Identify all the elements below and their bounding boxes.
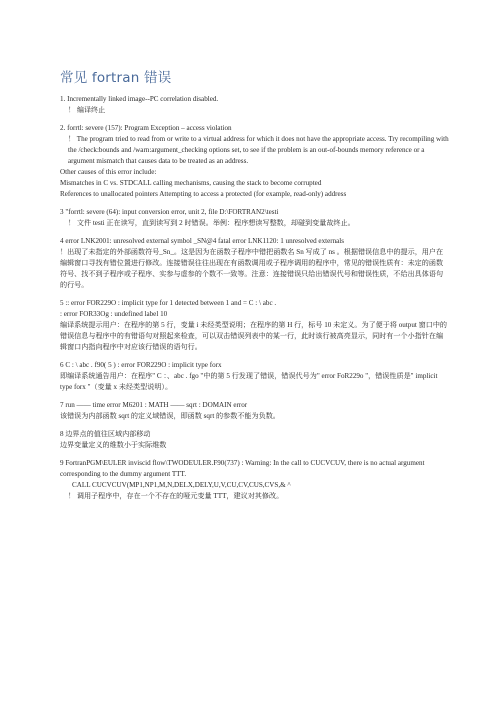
section-5-line-1: 5 :: error FOR229O : implicit type for 1 detected between 1 and = C : \ abc . [60,299,277,307]
section-8-line-2: 边界变量定义的维数小于实际维数 [60,441,167,449]
section-5-line-2: : error FOR33Og : undefined label 10 [60,310,168,318]
section-2-cause-1: Mismatches in C vs. STDCALL calling mechanisms, causing the stack to become corrupted [60,179,322,187]
section-3-heading: 3 "forrtl: severe (64): input conversion error, unit 2, file D:\FORTRAN2\testi [60,208,279,216]
document-body [60,94,450,502]
section-2-causes-title: Other causes of this error include: [60,168,157,176]
section-6-body: 即编译系统通告用户：在程序" C ：、abc . fgo "中的第 5 行发现了错误，错误代号为" error FoR229o "，错误性质是" implicit type forx "（变量 x 未经类型说明）。 [60,372,438,391]
section-1-heading: 1. Incrementally linked image--PC correlation disabled. [60,95,219,103]
section-9-note: ！ 调用子程序中，存在一个不存在的哑元变量 TTT，建议对其修改。 [68,492,284,500]
section-4-heading: 4 error LNK2001: unresolved external symbol _SN@4 fatal error LNK1120: 1 unresolved externals [60,237,345,245]
section-5-body: 编译系统提示用户：在程序的第 5 行，变量 i 未经类型说明；在程序的第 H 行，标号 10 未定义。为了便于将 output 窗口中的错误信息与程序中的有错语句对照起来检查，可以双击错误列表中的某一行，此时该行被高亮显示，同时有一个小指针在编辑窗口内指向程序中对应该行错误的语句行。 [60,321,448,351]
section-2-body: ！ The program tried to read from or write to a virtual address for which it does not have the appropriate access. Try recompiling with the /check:bounds and /warn:argument_checking options set, to see if the problem is an out-of-bounds memory reference or a argument mismatch that causes data to be treated as an address. [68,135,449,165]
section-1-note: ！ 编译终止 [68,106,106,114]
section-4-body: ！出现了未指定的外部函数符号_Sn_。这是因为在函数子程序中错把函数名 Sn 写成了 ns 。根据错误信息中的提示，用户在编辑窗口寻找有错位置进行修改。连接错误往往出现在有函数调用或子程序调用的程序中，常见的错误性质有：未定的函数符号、找不到子程序或子程序、实参与虚参的个数不一致等。注意：连接错误只给出错误代号和错误性质，不给出具体语句的行号。 [60,248,444,289]
section-7-body: 该错误为内部函数 sqrt 的定义域错误，即函数 sqrt 的参数不能为负数。 [60,412,280,420]
section-3-note: ！ 文件 testi 正在读写，直到读写到 2 时错误。举例：程序想读写整数，却碰到变量故终止。 [68,219,355,227]
section-9-code: CALL CUCVCUV(MP1,NP1,M,N,DELX,DELY,U,V,CU,CV,CUS,CVS,& ^ [72,481,291,489]
section-9-line-1: 9 FortranPGM\EULER inviscid flow\TWODEULER.F90(737) : Warning: In the call to CUCVCUV, there is no actual argument corresponding to the dummy argument TTT. [60,459,425,478]
section-2-heading: 2. forrtl: severe (157): Program Exception – access violation [60,124,232,132]
section-2-cause-2: References to unallocated pointers Attempting to access a protected (for example, read-only) address [60,190,347,198]
section-7-line-1: 7 run —— time error M6201 : MATH —— sqrt : DOMAIN error [60,401,248,409]
section-8-line-1: 8 边界点的值往区域内部移动 [60,430,151,438]
section-6-line-1: 6 C : \ abc . f90( 5 ) : error FOR229O : implicit type forx [60,361,222,369]
page-title: 常见 fortran 错误 [60,70,172,86]
